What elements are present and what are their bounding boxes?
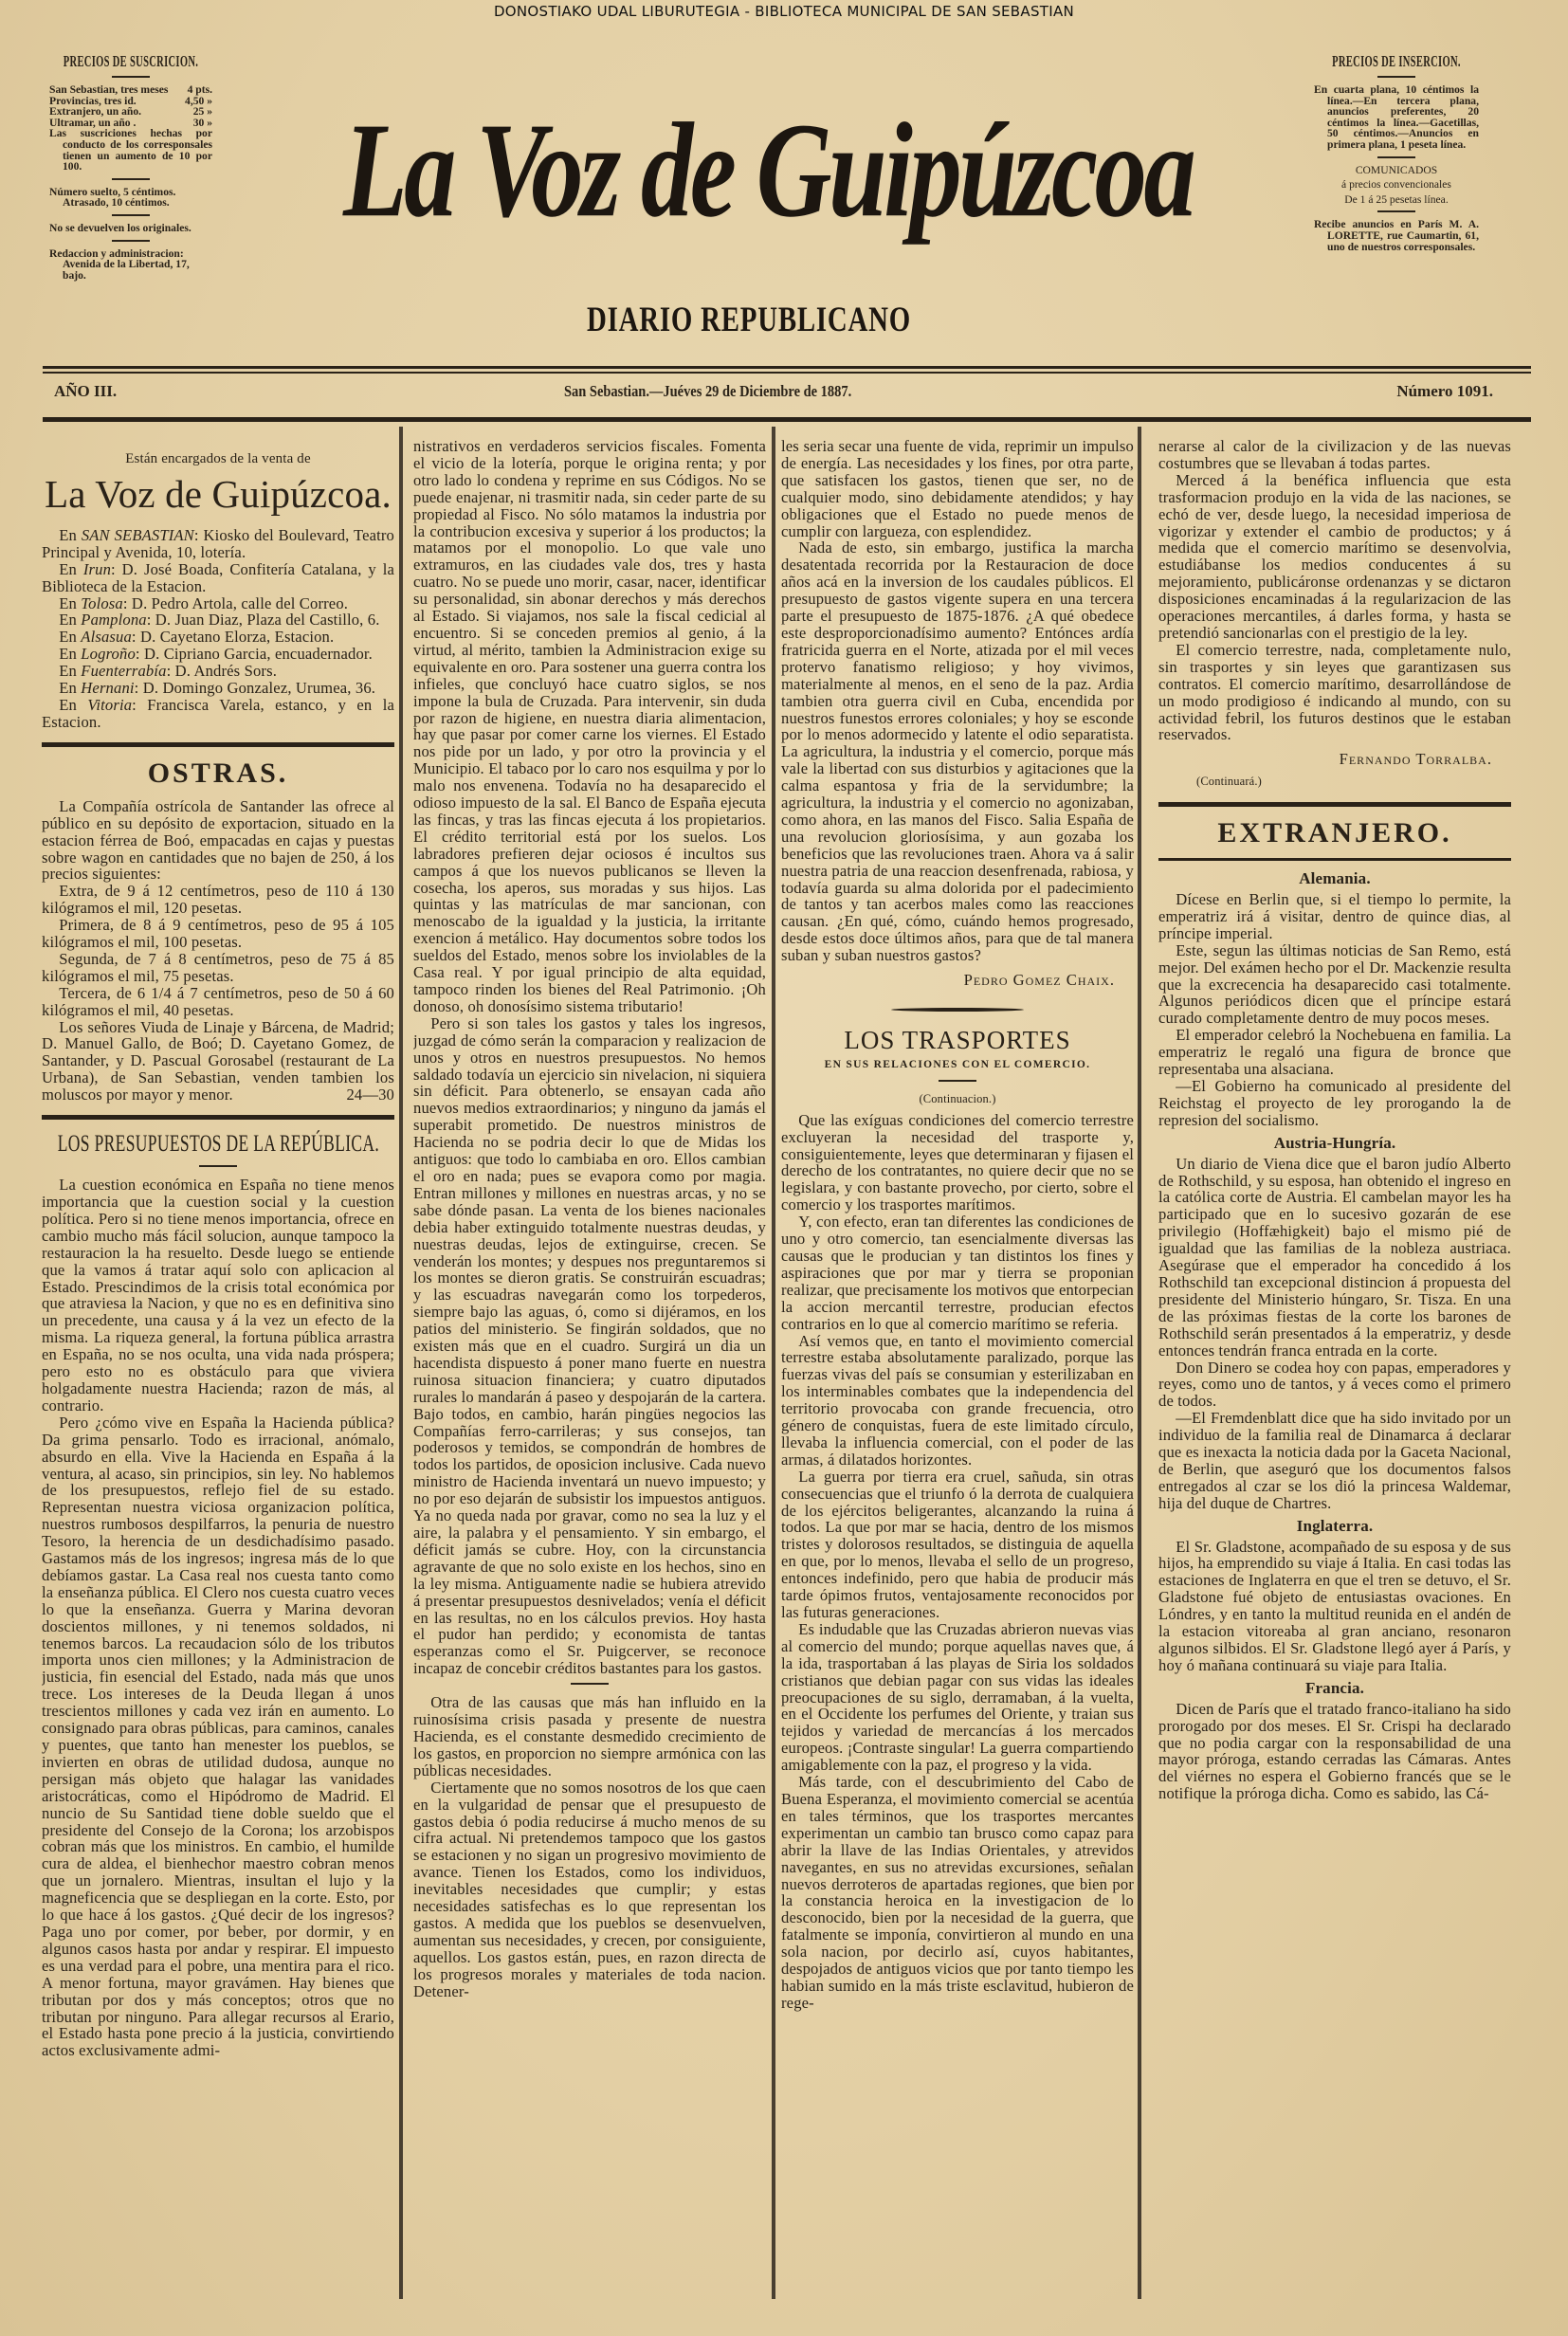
paragraph-text: Nada de esto, sin embargo, justifica la marcha desatentada recorrida por la Restauracion de doce años acá en la inversion de los caudales públicos. El presupuesto de gastos vigente supera en una tercera parte el presupuesto de 1875-1876. ¿A qué obedece este desproporcionadísimo aumento? Entónces ardía fratricida guerra en el Norte, atizada por el mil veces protervo fanatismo religioso; y hoy vivimos, materialmente al menos, en el seno de la paz. Ardia tambien otra guerra civil en Cuba, encendida por nuestros funestos errores coloniales; y hoy se esconde por lo menos adormecido y latente el odio separatista. La agricultura, la industria y el comercio, porque más vale la libertad con sus disturbios y agitaciones que la calma espantosa y fria de la servidumbre; la agricultura, la industria y el comercio no agonizaban, como ahora, en las manos del Fisco. Salia España de una revolucion gloriosísima, y aun gozaba los beneficios que las revoluciones traen. Ahora va á salir nuestra patria de una reaccion desenfrenada, rabiosa, y todavía guarda su alma dolorida por el padecimiento de tantos y tan acerbos males como las reacciones causan. ¿En qué, cómo, cuándo hemos progresado, desde estos doce últimos años, para que de tal manera suban y suban nuestros gastos? [781,538,1134,965]
section-heading: EXTRANJERO. [1217,817,1452,849]
paragraph [781,1621,1134,1774]
paragraph: nerarse al calor de la civilizacion y de las nuevas costumbres que se llevaban á todas partes. [1158,438,1511,472]
paragraph-text: Don Dinero se codea hoy con papas, emperadores y reyes, como uno de tantos, y á veces como el primero de todos. [1158,1358,1511,1411]
section-rule [1158,858,1511,861]
paragraph [413,1779,766,2000]
vendor-entry [42,697,394,731]
vendor-prefix: En [59,593,77,612]
section-heading: OSTRAS. [147,757,289,789]
column-3 [781,438,1134,2268]
vendor-place: Tolosa [81,593,123,612]
vendor-entry [42,611,394,629]
article-headline [42,1129,394,1159]
vendor-place: Pamplona [81,611,147,630]
paragraph-text: —El Gobierno ha comunicado al presidente del Reichstag el proyecto de ley prorogando la de represion del socialismo. [1158,1077,1511,1129]
article-subheadline: EN SUS RELACIONES CON EL COMERCIO. [824,1058,1091,1070]
paragraph-text: Es indudable que las Cruzadas abrieron nuevas vias al comercio del mundo; porque aquellas naves que, á la ida, trasportaban á las playas de Siria los soldados cristianos que debian pagar con sus vidas las ideales preocupaciones de su siglo, derramaban, á la vuelta, en el Occidente los perfumes del Oriente, y traian sus tejidos y variedad de mercancías á los mercados europeos. ¡Contraste singular! La guerra compartiendo amigablemente con la paz, el progreso y la vida. [781,1619,1134,1775]
paragraph-text: Y, con efecto, eran tan diferentes las condiciones de uno y otro comercio, tan esencialmente diversas las causas que le producian y tan distintos los fines y aspiraciones que por mar y tierra se proponian realizar, que precisamente los motivos que entorpecian la accion mercantil terrestre, producian efectos contrarios en lo que al comercio marítimo se referia. [781,1213,1134,1333]
author-signature: Fernando Torralba. [1339,750,1492,769]
vendor-entry [42,646,394,663]
article-headline: LOS TRASPORTES [844,1025,1071,1054]
archive-banner: DONOSTIAKO UDAL LIBURUTEGIA - BIBLIOTECA MUNICIPAL DE SAN SEBASTIAN [493,3,1075,20]
ornament-icon [891,1008,1024,1012]
vendor-place: Vitoria [87,695,133,714]
paragraph [1158,1027,1511,1078]
paragraph-text: —El Fremdenblatt dice que ha sido invitado por un individuo de la familia real de Dinamarca á declarar que es inexacta la noticia dada por la Gaceta Nacional, de Berlin, que aseguró que los documentos falsos entregados al czar se los dió la princesa Waldemar, hija del duque de Chartres. [1158,1409,1511,1512]
vendor-prefix: En [59,611,77,630]
vendor-place: SAN SEBASTIAN [81,525,194,544]
vendor-entry [42,527,394,561]
paragraph-text: La Compañía ostrícola de Santander las ofrece al público en su depósito de exportacion, situado en la estacion férrea de Boó, empacadas en cajas y puestas sobre wagon en cantidades que no bajen de 250, á los precios siguientes: [42,796,394,884]
paragraph-text: Un diario de Viena dice que el baron judío Alberto de Rothschild, y su esposa, han obtenido el ingreso en la católica corte de Austria. El cambelan mayor les ha participado que en lo sucesivo gozarán de ese privilegio (Hoffæhigkeit) bajo el mismo pié de igualdad que las familias de la nobleza austriaca. Asegúrase que el emperador ha concedido á los Rothschild tan excepcional distincion á propuesta del presidente del Ministerio húngaro, Sr. Tisza. En una de las próximas fiestas de la corte los barones de Rothschild serán presentados á la emperatriz, y desde entonces tendrán franca entrada en la corte. [1158,1154,1511,1360]
paragraph [1158,891,1511,942]
country-heading: Francia. [1304,1678,1365,1697]
vendor-place: Alsasua [81,628,132,647]
section-rule [1158,802,1511,807]
paragraph [42,1177,394,1414]
paragraph [42,1019,394,1104]
divider-dash [199,1165,237,1167]
paragraph-text: Tercera, de 6 1/4 á 7 centímetros, peso de 50 á 60 kilógramos el mil, 40 pesetas. [42,983,394,1019]
column-rule [399,427,403,2299]
vendor-place: Irun [82,559,112,578]
paragraph [42,1414,394,2059]
divider [1377,210,1415,212]
column-2 [413,438,766,2268]
section-rule [42,1115,394,1120]
paragraph-text: El Sr. Gladstone, acompañado de su esposa y de sus hijos, ha emprendido su viaje á Italia. En casi todas las estaciones de Inglaterra en que el tren se detuvo, el Sr. Gladstone fué objeto de entusiastas ovaciones. En Lóndres, y en tanto la multitud reunida en el andén de la estacion vitoreaba al gran anciano, resonaron algunos silbidos. El Sr. Gladstone llegó ayer á París, y hoy ó mañana continuará su viaje para Italia. [1158,1537,1511,1674]
country-heading: Alemania. [1299,869,1371,888]
continuation-note: (Continuará.) [1196,775,1262,789]
divider [112,178,150,180]
paragraph [1158,1360,1511,1411]
vendor-entry [42,561,394,595]
insertion-rates: En cuarta plana, 10 céntimos la línea.—En tercera plana, anuncios preferentes, 20 céntimos la línea.—Gacetillas, 50 céntimos.—Anuncios en primera plana, 1 peseta línea. [1314,83,1479,151]
paragraph [1158,1078,1511,1129]
article-headline-text: LOS PRESUPUESTOS DE LA REPÚBLICA. [57,1131,379,1158]
paragraph [1158,1156,1511,1360]
masthead-subtitle: DIARIO REPUBLICANO [587,301,911,339]
vendor-details: : D. Cipriano Garcia, encuadernador. [135,645,373,664]
paragraph-text: Otra de las causas que más han influido en la ruinosísima crisis pasada y presente de nuestra Hacienda, es el constante desmedido crecimiento de los gastos, en proporcion no siempre armónica con las públicas necesidades. [413,1693,766,1779]
paragraph: nistrativos en verdaderos servicios fiscales. Fomenta el vicio de la lotería, porque le origina renta; y por otro lado lo condena y reprime en sus Códigos. No se puede enajenar, ni trasmitir nada, sin ceder parte de su propiedad al Fisco. No sólo matamos la industria por la contribucion excesiva y superior á los productos; la matamos por el monopolio. Lo que vale uno extramuros, en las ciudades vale dos, tres y hasta cuatro. No se puede uno morir, casar, nacer, identificar su personalidad, sin abonar derechos y más derechos al Estado. Si viajamos, nos sale la fiscal cedicial al encuentro. Si se conceden premios al genio, á la virtud, al mérito, tambien la Administracion exige su equivalente en oro. Para sostener una guerra contra los infieles, que concluyó hace cuatro siglos, se nos impone la bula de Cruzada. Para intervenir, sin duda por razon de higiene, en nuestra diaria alimentacion, hay que pasar por comer carne los viernes. El Estado nos pide por un lado, y por otro la provincia y el Municipio. El tabaco por lo caro nos esquilma y por lo malo nos envenena. Todavía no ha desaparecido el odioso impuesto de la sal. El Banco de España ejecuta las fincas, y tras las fincas ejecuta á los propietarios. El crédito territorial está por los suelos. Los labradores prefieren dejar ociosos é incultos sus campos á que los nuevos publicanos se lleven la cosecha, los aperos, sus moradas y sus hijos. Las quintas y las matrículas de mar sancionan, con menoscabo de la igualdad y la justicia, la irritante exencion á metálico. Hay documentos sobre todos los sueldos del Estado, menos sobre los inviolables de la Casa real. Y por igual principio de alta equidad, tampoco rinden los bienes del Real Patrimonio. ¡Oh donoso, oh donosísimo sistema tributario! [413,438,766,1015]
column-rule [772,427,775,2299]
vendor-details: : D. Juan Diaz, Plaza del Castillo, 6. [146,611,380,630]
volume-year: AÑO III. [54,382,118,400]
paragraph-text: Merced á la benéfica influencia que esta trasformacion produjo en la vida de las naciones, se echó de ver, desde luego, la necesidad imperiosa de vigorizar y extender el cambio de productos; y á medida que el comercio marítimo se desenvolvia, estudiábanse los medios conducentes á su mejoramiento, publicáronse ordenanzas y se dictaron disposiciones encaminadas á la regularizacion de las operaciones mercantiles, á darles forma, y hasta se pretendió sancionarlas con el prestigio de la ley. [1158,470,1511,642]
paragraph [781,539,1134,964]
issue-number: Número 1091. [1396,382,1493,400]
vendor-entry [42,629,394,646]
column-4 [1158,438,1511,2268]
issue-date: San Sebastian.—Juéves 29 de Diciembre de 1887. [564,382,852,400]
double-rule-top [43,366,1531,369]
insertion-heading: PRECIOS DE INSERCION. [1332,52,1461,70]
section-rule [42,742,394,747]
vendor-entry [42,595,394,612]
paragraph [781,1469,1134,1621]
vendor-prefix: En [59,662,77,681]
paragraph-text: Que las exíguas condiciones del comercio terrestre excluyeran la necesidad del trasporte y, consiguientemente, leyes que determinaran y fijasen el derecho de los contratantes, no quiere decir que no se legislara, y con bastante provecho, por cierto, sobre el comercio y los trasportes marítimos. [781,1110,1134,1214]
continuation-note: (Continuacion.) [919,1091,996,1105]
insertion-box [1314,53,1479,252]
paragraph-text: Pero ¿cómo vive en España la Hacienda pública? Da grima pensarlo. Todo es irracional, anómalo, absurdo en ella. Vive la Hacienda en España á la ventura, al acaso, sin principios, sin ley. No hablemos de los presupuestos, reflejo fiel de su estado. Representan nuestra viciosa organizacion política, nuestros rumbosos despilfarros, la penuria de nuestro Tesoro, la herencia de un desdichadísimo pasado. Gastamos más de los ingresos; ingresa más de lo que debíamos gastar. La Casa real nos cuesta tanto como la enseñanza pública. El Clero nos cuesta cuatro veces lo que la enseñanza. Guerra y Marina devoran doscientos millones, y ni tenemos soldados, ni tenemos barcos. La recaudacion sólo de los tributos importa unos cien millones; y la Administracion de justicia, fin esencial del Estado, nada más que unos trece. Los intereses de la Deuda llegan á unos trescientos millones y cada vez irán en aumento. Lo consignado para obras públicas, para caminos, canales y puentes, que tanto han menester los pueblos, se invierten en obras de utilidad dudosa, aunque no persigan más objeto que halagar las vanidades aristocráticas, como el Hipódromo de Madrid. El nuncio de Su Santidad tiene doble sueldo que el presidente del Consejo de la Corona; los arzobispos cobran más que los ministros. En cambio, el humilde cura de aldea, el bienhechor maestro cobran menos que un jornalero. Mientras, insultan el lujo y la magneficencia que se despliegan en la corte. Esto, por lo que hace á los gastos. ¿Qué decir de los ingresos? Paga uno por comer, por beber, por dormir, y en algunos casos hasta por andar y respirar. El impuesto es una verdad para el pobre, una mentira para el rico. A menor fortuna, mayor gravámen. Hay bienes que tributan por dos y más conceptos; otros que no tributan por ninguno. Para allegar recursos al Erario, el Estado hasta pone precio á la justicia, convirtiendo actos exclusivamente admi- [42,1413,394,2060]
vendor-prefix: En [59,679,77,698]
paragraph-text: Dicen de París que el tratado franco-italiano ha sido prorogado por dos meses. El Sr. Crispi ha declarado que no podia cargar con la responsabilidad de una mayor próroga, estando cerradas las Cámaras. Antes del viérnes no espera el Gobierno francés que se le notifique la próroga dicha. Como es sabido, las Cá- [1158,1699,1511,1803]
rate-value: 4,50 » [185,94,212,107]
subscription-heading: PRECIOS DE SUSCRICION. [63,52,199,70]
rate-value: 30 » [192,116,212,129]
single-issue-price: Número suelto, 5 céntimos. [49,185,176,198]
sales-intro: Están encargados de la venta de [125,451,311,466]
vendor-prefix: En [59,525,77,544]
subscription-note: Las suscriciones hechas por conducto de los corresponsales tienen un aumento de 10 por 100. [49,127,212,173]
comunicados-line: á precios convencionales [1341,178,1451,192]
paragraph-text: Extra, de 9 á 12 centímetros, peso de 110 á 130 kilógramos el mil, 120 pesetas. [42,882,394,918]
vendor-place: Fuenterrabía [81,662,167,681]
country-heading: Inglaterra. [1296,1516,1374,1535]
masthead [237,66,1299,294]
vendor-prefix: En [59,695,77,714]
paragraph [42,951,394,985]
vendor-details: : Francisca Varela, estanco, y en la Estacion. [42,695,394,731]
address-label: Redaccion y administracion: [49,246,184,260]
paragraph-text: Segunda, de 7 á 8 centímetros, peso de 75 á 85 kilógramos el mil, 75 pesetas. [42,949,394,985]
paragraph-text: Los señores Viuda de Linaje y Bárcena, de Madrid; D. Manuel Gallo, de Boó; D. Cayetano Gomez, de Santander, y D. Pascual Gorosabel (restaurant de La Urbana), de San Sebastian, venden tambien los moluscos por mayor y menor. [42,1017,394,1104]
vendor-place: Logroño [81,645,136,664]
paragraph-text: Dícese en Berlin que, si el tiempo lo permite, la emperatriz irá á visitar, dentro de quince dias, al príncipe imperial. [1158,890,1511,942]
ad-reference: 24—30 [346,1086,394,1104]
ornamental-divider [781,998,1134,1015]
rate-label: San Sebastian, tres meses [49,83,169,96]
rate-row [49,84,212,96]
paragraph [42,883,394,917]
subscription-box [49,53,212,281]
column-1 [42,438,394,2268]
paris-agent: Recibe anuncios en París M. A. LORETTE, rue Caumartin, 61, uno de nuestros corresponsales. [1314,218,1479,253]
vendor-place: Hernani [81,679,135,698]
paragraph-text: Primera, de 8 á 9 centímetros, peso de 95 á 105 kilógramos el mil, 100 pesetas. [42,916,394,952]
divider-dash [939,1080,976,1082]
rate-label: Extranjero, un año. [49,105,142,119]
vendor-prefix: En [59,628,77,647]
dateline-rule [43,417,1531,422]
paragraph [413,1694,766,1779]
paragraph-text: El emperador celebró la Nochebuena en familia. La emperatriz le regaló una figura de bronce que representaba una alsaciana. [1158,1026,1511,1079]
paragraph [1158,472,1511,642]
originals-notice: No se devuelven los originales. [49,221,191,234]
vendor-details: : D. Domingo Gonzalez, Urumea, 36. [134,679,376,698]
vendor-prefix: En [59,645,77,664]
column-rule [1138,427,1141,2299]
paragraph-text: La cuestion económica en España no tiene menos importancia que la cuestion social y la cuestion política. Pero si no tiene menos importancia, ofrece en cambio mucho más fácil solucion, aunque tampoco la restauracion la ha resuelto. Desde luego se entiende que la vamos á tratar aquí solo con aplicacion al Estado. Prescindimos de la crisis total económica por que atraviesa la Nacion, y que no es en definitiva sino un precedente, una causa y á la vez un efecto de la misma. La riqueza general, la fortuna pública arrastra en España, no se nos oculta, una vida nada próspera; pero esto no es obstáculo para que viviera holgadamente nuestra Hacienda; razon de más, al contrario. [42,1176,394,1414]
paragraph-text: Ciertamente que no somos nosotros de los que caen en la vulgaridad de pensar que el presupuesto de gastos debia ó podia reducirse á mucho menos de su cifra actual. Ni pretendemos tampoco que los gastos se estacionen y no sigan un progresivo movimiento de avance. Tienen los Estados, como los individuos, inevitables necesidades que cumplir; y estas necesidades satisfechas es lo que representan los gastos. A medida que los pueblos se desenvuelven, aumentan sus necesidades, y crecen, por consiguiente, aquellos. Los gastos están, pues, en razon directa de los progresos morales y materiales de toda nacion. Detener- [413,1778,766,2000]
masthead-title: La Voz de Guipúzcoa [342,95,1194,246]
country-heading: Austria-Hungría. [1273,1133,1396,1152]
newspaper-name: La Voz de Guipúzcoa. [45,471,392,516]
paragraph [781,1112,1134,1214]
vendor-details: : D. José Boada, Confitería Catalana, y la Biblioteca de la Estacion. [42,559,394,595]
comunicados-line: De 1 á 25 pesetas línea. [1344,192,1449,206]
vendor-entry [42,680,394,697]
vendor-details: : Kiosko del Boulevard, Teatro Principal y Avenida, 10, lotería. [42,525,394,561]
paragraph: les seria secar una fuente de vida, reprimir un impulso de energía. Las necesidades y los fines, por otra parte, que satisfacen los gastos, tienen que ser, no de cualquier modo, sino debidamente atendidos; y hay obligaciones que el Estado no puede menos de cumplir con largueza, con esplendidez. [781,438,1134,540]
comunicados-heading: COMUNICADOS [1355,163,1438,176]
paragraph [1158,942,1511,1028]
paragraph [781,1774,1134,2012]
paragraph [781,1214,1134,1332]
paragraph [1158,1539,1511,1674]
paragraph [42,985,394,1019]
divider [112,240,150,242]
rate-label: Ultramar, un año . [49,116,137,129]
paragraph [1158,642,1511,743]
dateline [43,382,1531,405]
paragraph-text: Este, segun las últimas noticias de San Remo, está mejor. Del exámen hecho por el Dr. Mackenzie resulta que la excrecencia ha desaparecido casi totalmente. Algunos periódicos dicen que el príncipe estará curado completamente dentro de muy pocos meses. [1158,940,1511,1028]
divider [112,76,150,78]
address: Avenida de la Libertad, 17, bajo. [63,258,190,282]
paragraph [42,917,394,951]
divider-dash [571,1683,609,1685]
paragraph [1158,1701,1511,1802]
rate-value: 4 pts. [187,83,212,96]
paragraph [781,1333,1134,1469]
vendor-details: : D. Cayetano Elorza, Estacion. [131,628,335,647]
paragraph-text: Así vemos que, en tanto el movimiento comercial terrestre estaba absolutamente paralizado, porque las fuerzas vivas del país se consumian y esterilizaban en los interminables combates que la independencia del territorio provocaba con grande frecuencia, otro género de conquistas, fuera de este limitado círculo, llevaba la influencia comercial, con el poder de las armas, á dilatados horizontes. [781,1331,1134,1469]
double-rule-bottom [43,372,1531,374]
paragraph-text: La guerra por tierra era cruel, sañuda, sin otras consecuencias que el triunfo ó la derrota de cualquiera de los ejércitos beligerantes, alcanzando la ruina á todos. La que por mar se hacia, dentro de los mismos tristes y dolorosos resultados, se distinguia de aquella en que, por lo menos, llevaba el sello de un progreso, entonces indefinido, pero que habia de producir más tarde ópimos frutos, ventajosamente reconocidos por las futuras generaciones. [781,1467,1134,1621]
vendor-entry [42,663,394,680]
paragraph [1158,1410,1511,1511]
paragraph [42,798,394,884]
vendor-details: : D. Andrés Sors. [166,662,277,681]
rate-value: 25 » [192,105,212,119]
paragraph [413,1015,766,1677]
back-issue-price: Atrasado, 10 céntimos. [63,196,170,210]
paragraph-text: El comercio terrestre, nada, completamente nulo, sin trasportes y sin leyes que garantizasen sus contratos. El comercio marítimo, desarrollándose de un modo prodigioso é indicando al mundo, con su actividad febril, los futuros destinos que le estaban reservados. [1158,640,1511,744]
divider [112,214,150,216]
vendor-details: : D. Pedro Artola, calle del Correo. [122,593,349,612]
paragraph-text: Pero si son tales los gastos y tales los ingresos, juzgad de cómo serán la comparacion y realizacion de unos y otros en nuestros presupuestos. No hemos saldado todavía un ejercicio sin nivelacion, ni siquiera sin déficit. Para obtenerlo, se ensayan cada año nuevos medios extraordinarios; y ninguno da jamás el superabit prometido. De nuestros ministros de Hacienda no se podria decir lo que de Midas los antiguos: que todo lo cambiaba en oro. Ellos cambian el oro en nada; pues se evapora como por magia. Entran millones y millones en nuestras arcas, y no se sabe dónde pasan. La venta de los bienes nacionales debia haber extinguido totalmente nuestras deudas, y nuestras deudas, lejos de extinguirse, crecen. Se venderán los montes; y despues nos preguntaremos si los montes se dieron gratis. Se construirán escuadras; y las escuadras navegarán como los torpederos, siempre bajo las aguas, ó, como si dijéramos, en los patios del ministerio. Se fingirán soldados, que no existen más que en el cuadro. Surgirá un dia un hacendista dispuesto á poner mano fuerte en nuestra ruinosa situacion financiera; y cuatro diputados rurales lo mandarán á paseo y despojarán de la cartera. Bajo todos, en cambio, harán pingües negocios las Compañías ferro-carrileras; y sus consejos, tan poderosos y temidos, se compondrán de hombres de todos los partidos, de oposicion inclusive. Cada nuevo ministro de Hacienda inventará un nuevo impuesto; y no por eso dejarán de subsistir los impuestos antiguos. Ya no queda nada por gravar, como no sea la luz y el aire, la palabra y el pensamiento. Y sin embargo, el déficit jamás se cubre. Hoy, con la circunstancia agravante de que no solo existe en los hechos, sino en la ley misma. Antiguamente nadie se hubiera atrevido á presentar presupuestos desnivelados; venía el déficit en las resultas, no en los cálculos previos. Hoy hasta el pudor han perdido; y economista de tantas esperanzas como el Sr. Puigcerver, se reconoce incapaz de concebir créditos bastantes para los gastos. [413,1013,766,1678]
vendor-prefix: En [59,559,77,578]
divider [1377,76,1415,78]
rate-label: Provincias, tres id. [49,94,137,107]
author-signature: Pedro Gomez Chaix. [963,971,1115,990]
paragraph-text: Más tarde, con el descubrimiento del Cabo de Buena Esperanza, el movimiento comercial se acentúa en tales términos, que los trasportes mercantes experimentan un cambio tan brusco como capaz para abrir la llave de las Indias Orientales, y atrevidos navegantes, en sus no atrevidas excursiones, señalan nuevos derroteros de apartadas regiones, que bien por la constancia heroica en la investigacion de lo desconocido, bien por la necesidad de la guerra, que fatalmente se imponía, convirtieron al mundo en una sola nacion, por decirlo así, cuyos habitantes, despojados de antiguos vicios que por tanto tiempo les habian sumido en la más triste esclavitud, hubieron de rege- [781,1773,1134,2012]
divider [1377,156,1415,158]
